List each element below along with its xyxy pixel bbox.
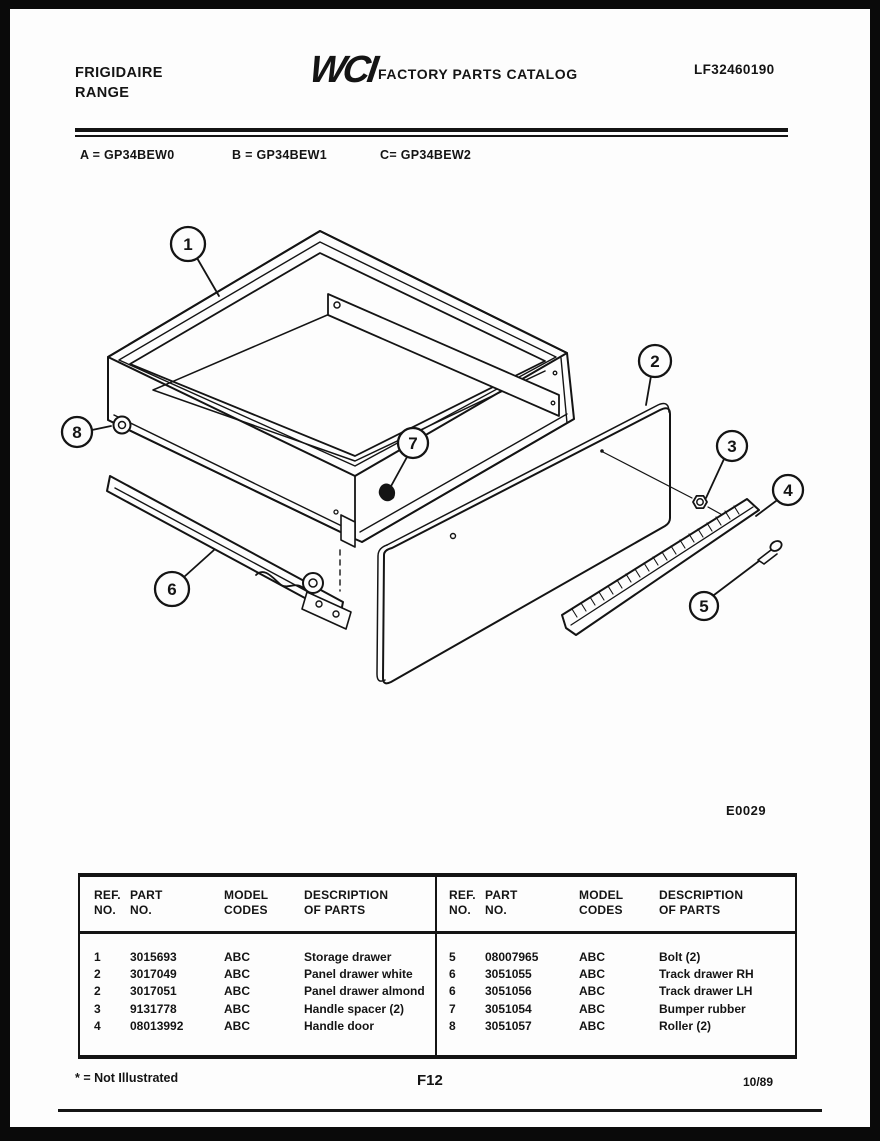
part-no: 9131778 [130, 1001, 177, 1016]
header-rule-thick [75, 128, 788, 132]
col-ref-header: REF. NO. [94, 888, 121, 917]
part-no: 08007965 [485, 950, 539, 964]
brand-name: FRIGIDAIRE [75, 65, 163, 81]
description: Track drawer LH [659, 984, 753, 999]
model-code-a: A = GP34BEW0 [80, 148, 175, 162]
model-codes: ABC [224, 1018, 250, 1033]
description: Panel drawer almond [304, 984, 425, 999]
callout-7 [398, 428, 428, 458]
brand-block [75, 63, 163, 103]
table-row [437, 966, 795, 983]
model-codes: ABC [224, 984, 250, 999]
figure-code: E0029 [726, 803, 767, 818]
part-no: 08013992 [130, 1018, 184, 1033]
callout-6-label: 6 [167, 580, 177, 599]
table-header-right [437, 888, 795, 918]
model-code-b: B = GP34BEW1 [232, 148, 327, 162]
description: Storage drawer [304, 950, 392, 964]
col-model-header: MODEL CODES [224, 888, 269, 917]
date-code: 10/89 [743, 1075, 774, 1089]
page-frame [10, 9, 870, 1127]
col-desc-header: DESCRIPTION OF PARTS [659, 888, 744, 917]
ref-no: 6 [449, 967, 456, 982]
col-part-header: PART NO. [130, 888, 163, 917]
table-row [80, 1018, 435, 1035]
table-row [80, 966, 435, 983]
model-codes: ABC [579, 1018, 605, 1033]
callout-2-label: 2 [650, 352, 660, 371]
ref-no: 2 [94, 984, 101, 999]
col-model-header: MODEL CODES [579, 888, 624, 917]
part-no: 3017049 [130, 967, 177, 982]
table-row [80, 1001, 435, 1018]
model-codes: ABC [579, 950, 605, 964]
model-codes: ABC [224, 967, 250, 982]
parts-table-left [80, 877, 435, 1055]
part-no: 3051054 [485, 1001, 532, 1016]
table-header-left [80, 888, 435, 918]
table-row [437, 1001, 795, 1018]
part-no: 3051055 [485, 967, 532, 982]
ref-no: 2 [94, 967, 101, 982]
model-codes: ABC [224, 1001, 250, 1016]
wci-logo: WCI [307, 49, 378, 91]
model-code-c: C= GP34BEW2 [380, 148, 472, 162]
callout-1-label: 1 [183, 235, 193, 254]
ref-no: 7 [449, 1001, 456, 1016]
callout-5-label: 5 [699, 597, 709, 616]
description: Track drawer RH [659, 967, 754, 982]
ref-no: 1 [94, 950, 101, 964]
description: Roller (2) [659, 1018, 712, 1033]
appliance-type: RANGE [75, 85, 130, 101]
part-no: 3051057 [485, 1018, 532, 1033]
model-codes: ABC [579, 984, 605, 999]
model-codes: ABC [224, 950, 250, 964]
part-no: 3015693 [130, 950, 177, 964]
table-row [80, 983, 435, 1000]
callout-8-label: 8 [72, 423, 82, 442]
part-no: 3017051 [130, 984, 177, 999]
callout-3-label: 3 [727, 437, 737, 456]
callout-6 [155, 572, 189, 606]
bolt-drawing [758, 539, 783, 564]
description: Bumper rubber [659, 1001, 746, 1016]
page-code: F12 [417, 1072, 443, 1089]
ref-no: 6 [449, 984, 456, 999]
col-part-header: PART NO. [485, 888, 518, 917]
callout-4-label: 4 [783, 481, 793, 500]
col-ref-header: REF. NO. [449, 888, 476, 917]
description: Bolt (2) [659, 950, 701, 964]
callout-2 [639, 345, 671, 377]
ref-no: 8 [449, 1018, 456, 1033]
exploded-parts-diagram [10, 169, 870, 809]
parts-table [78, 873, 797, 1059]
model-codes: ABC [579, 967, 605, 982]
description: Panel drawer white [304, 967, 413, 982]
footer-rule [58, 1109, 822, 1112]
not-illustrated-note: * = Not Illustrated [75, 1071, 179, 1085]
table-row [437, 983, 795, 1000]
callout-8 [62, 417, 92, 447]
roller-drawing [114, 417, 131, 434]
callout-4 [773, 475, 803, 505]
callout-3 [717, 431, 747, 461]
table-row [80, 949, 435, 966]
description: Handle spacer (2) [304, 1001, 405, 1016]
description: Handle door [304, 1018, 375, 1033]
ref-no: 4 [94, 1018, 101, 1033]
part-no: 3051056 [485, 984, 532, 999]
callout-1 [171, 227, 205, 261]
col-desc-header: DESCRIPTION OF PARTS [304, 888, 389, 917]
model-codes: ABC [579, 1001, 605, 1016]
table-body-left [80, 949, 435, 1035]
callout-7-label: 7 [408, 434, 418, 453]
header-rule-thin [75, 135, 788, 137]
table-row [437, 949, 795, 966]
parts-table-right [437, 877, 795, 1055]
catalog-title: FACTORY PARTS CATALOG [378, 66, 578, 82]
table-row [437, 1018, 795, 1035]
document-number: LF32460190 [694, 62, 775, 77]
table-body-right [437, 949, 795, 1035]
ref-no: 5 [449, 950, 456, 964]
callout-5 [690, 592, 718, 620]
ref-no: 3 [94, 1001, 101, 1016]
